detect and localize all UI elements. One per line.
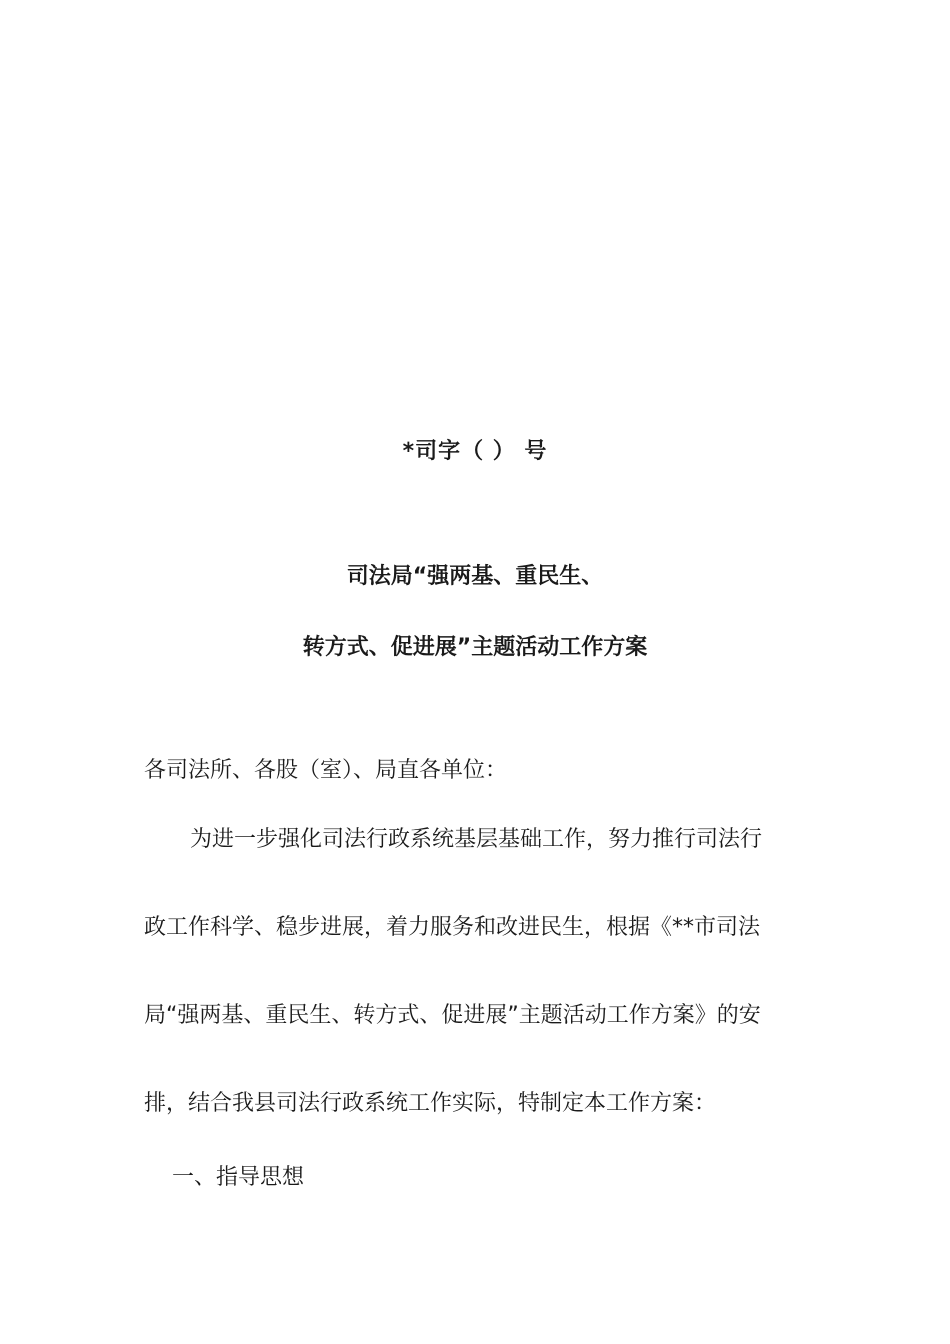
body-line: 局“强两基、重民生、转方式、促进展”主题活动工作方案》的安 <box>144 1003 761 1028</box>
salutation: 各司法所、各股（室）、局直各单位： <box>144 758 508 783</box>
document-title-line-1: 司法局“强两基、重民生、 <box>346 564 604 589</box>
body-paragraph <box>144 826 812 1178</box>
document-number: *司字（ ） 号 <box>402 439 548 464</box>
body-line: 为进一步强化司法行政系统基层基础工作，努力推行司法行 <box>190 827 763 852</box>
section-heading-guiding-ideology: 一、指导思想 <box>172 1165 305 1190</box>
body-line: 排，结合我县司法行政系统工作实际，特制定本工作方案： <box>144 1091 717 1116</box>
document-title-line-2: 转方式、促进展”主题活动工作方案 <box>302 635 648 660</box>
body-line: 政工作科学、稳步进展，着力服务和改进民生，根据《**市司法 <box>144 915 761 940</box>
